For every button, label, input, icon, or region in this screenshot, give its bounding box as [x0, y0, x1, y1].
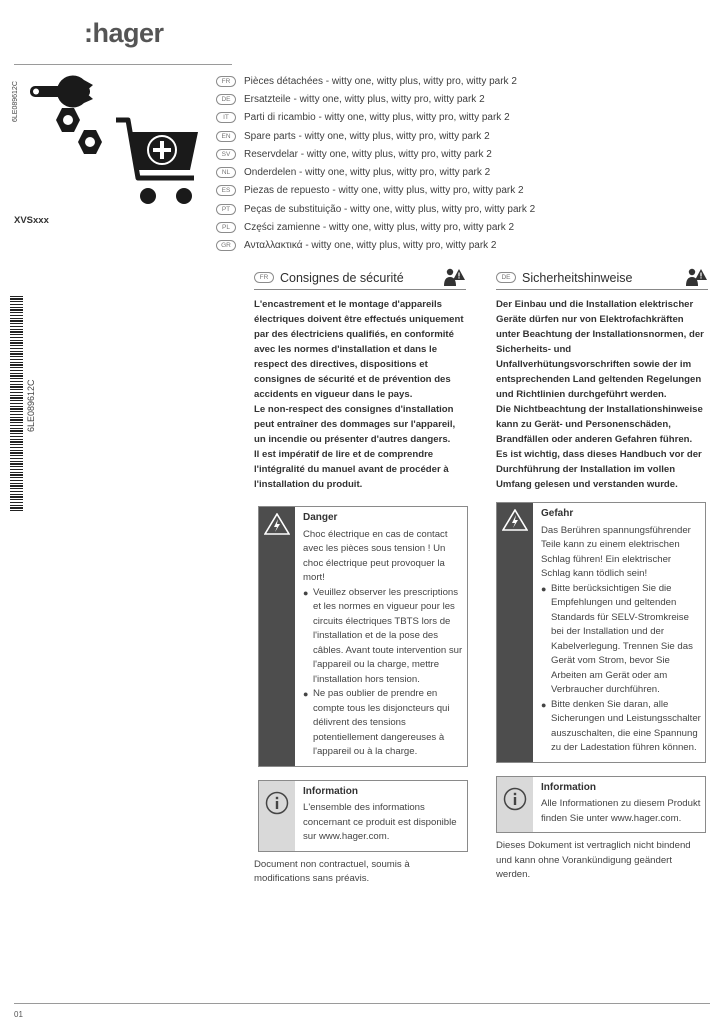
intro-paragraph: Es ist wichtig, dass dieses Handbuch vor der Durchführung der Installation im vollen Umfang gelesen und verstanden wurde. — [496, 449, 702, 490]
information-title: Information — [541, 781, 596, 793]
title-text: Reservdelar - witty one, witty plus, witty pro, witty park 2 — [244, 148, 492, 160]
wrench-icon — [30, 76, 93, 108]
danger-bullet — [303, 687, 463, 760]
bullet-text: Veuillez observer les prescriptions et les normes en vigueur pour les circuits électriques TBTS lors de l'installation et de la pose des câbles. Avant toute intervention sur l'appareil ou la charge, mettre l'installation hors tension. — [313, 586, 463, 685]
title-text: Części zamienne - witty one, witty plus, witty pro, witty park 2 — [244, 222, 515, 234]
information-box — [258, 780, 468, 852]
installer-warning-icon — [684, 266, 708, 288]
language-badge: ES — [216, 185, 236, 196]
danger-box — [496, 502, 706, 763]
language-badge: PT — [216, 204, 236, 215]
intro-paragraph: Il est impératif de lire et de comprendre l'intégralité du manuel avant de procéder à l'installation du produit. — [254, 449, 449, 490]
document-code-barcode: 6LE089612C — [26, 379, 36, 432]
shopping-cart-plus-icon — [116, 120, 198, 204]
intro-paragraph: L'encastrement et le montage d'appareils électriques doivent être effectués uniquement par des électriciens qualifiés, en conformité avec les normes d'installation et dans le respect des directives, dispositions et consignes de sécurité et de prévention des accidents en vigueur dans le pays. — [254, 299, 464, 400]
information-content — [533, 777, 705, 833]
title-row — [216, 163, 576, 181]
top-divider — [14, 64, 232, 65]
intro-paragraph: Le non-respect des consignes d'installation peut entraîner des dommages sur l'appareil, un incendie ou présenter d'autres dangers. — [254, 404, 456, 445]
title-row — [216, 145, 576, 163]
danger-box — [258, 506, 468, 767]
information-text: Alle Informationen zu diesem Produkt finden Sie unter www.hager.com. — [541, 798, 701, 824]
title-row — [216, 72, 576, 90]
language-badge: EN — [216, 131, 236, 142]
danger-bullet — [541, 582, 701, 698]
section-title: Sicherheitshinweise — [522, 270, 633, 285]
installer-warning-icon — [442, 266, 466, 288]
language-badge: FR — [254, 272, 274, 283]
title-row — [216, 90, 576, 108]
section-header — [496, 266, 708, 290]
title-row — [216, 127, 576, 145]
title-text: Piezas de repuesto - witty one, witty plus, witty pro, witty park 2 — [244, 185, 524, 197]
disclaimer: Document non contractuel, soumis à modifications sans préavis. — [254, 858, 410, 884]
language-badge: SV — [216, 149, 236, 160]
info-icon — [503, 787, 527, 811]
danger-sidebar — [259, 507, 295, 766]
disclaimer: Dieses Dokument ist vertraglich nicht bindend und kann ohne Vorankündigung geändert werden. — [496, 840, 691, 880]
information-title: Information — [303, 785, 358, 797]
danger-content — [533, 503, 705, 762]
language-badge: DE — [216, 94, 236, 105]
safety-column-fr — [254, 266, 466, 887]
spare-parts-illustration — [26, 70, 206, 215]
safety-column-de — [496, 266, 708, 883]
title-text: Parti di ricambio - witty one, witty plus, witty pro, witty park 2 — [244, 112, 510, 124]
danger-sidebar — [497, 503, 533, 762]
title-row — [216, 182, 576, 200]
language-titles — [216, 72, 576, 255]
electric-hazard-icon — [502, 509, 528, 531]
danger-title: Danger — [303, 512, 338, 523]
document-code-vertical: 6LE089612C — [12, 81, 19, 122]
bottom-divider — [14, 1003, 710, 1004]
language-badge: NL — [216, 167, 236, 178]
title-text: Peças de substituição - witty one, witty plus, witty pro, witty park 2 — [244, 203, 536, 215]
title-text: Ersatzteile - witty one, witty plus, witty pro, witty park 2 — [244, 93, 485, 105]
bullet-text: Ne pas oublier de prendre en compte tous les disjoncteurs qui délivrent des tensions potentiellement dangereuses à l'appareil ou à la charge. — [313, 688, 450, 757]
language-badge: IT — [216, 112, 236, 123]
danger-text: Das Berühren spannungsführender Teile kann zu einem elektrischen Schlag führen! Ein elektrischer Schlag kann tödlich sein! — [541, 524, 691, 579]
intro-paragraph: Der Einbau und die Installation elektrischer Geräte dürfen nur von Elektrofachkräften unter Beachtung der Installationsnormen, der Sicherheits- und Unfallverhütungsvorschriften sowie der im entsprechenden Land geltenden Regelungen und Richtlinien durchgeführt werden. — [496, 299, 704, 400]
electric-hazard-icon — [264, 513, 290, 535]
bullet-icon: ● — [541, 583, 547, 594]
language-badge: DE — [496, 272, 516, 283]
information-sidebar — [259, 781, 295, 851]
bullet-text: Bitte berücksichtigen Sie die Empfehlungen und geltenden Standards für SELV-Stromkreise bei der Installation und der Kabelverlegung. Trennen Sie das Gerät vom Strom, bevor Sie Arbeiten am Gerät oder am Verbraucher durchführen. — [551, 582, 693, 695]
page-number: 01 — [14, 1010, 23, 1019]
info-icon — [265, 791, 289, 815]
safety-intro — [254, 297, 466, 492]
title-row — [216, 200, 576, 218]
title-text: Spare parts - witty one, witty plus, witty pro, witty park 2 — [244, 130, 490, 142]
danger-content — [295, 507, 467, 766]
barcode — [10, 296, 23, 512]
bullet-icon: ● — [541, 699, 547, 710]
hager-logo: :hager — [84, 18, 164, 48]
information-content — [295, 781, 467, 851]
title-text: Ανταλλακτικά - witty one, witty plus, witty pro, witty park 2 — [244, 240, 497, 252]
information-box — [496, 776, 706, 834]
bullet-icon: ● — [303, 689, 309, 699]
information-sidebar — [497, 777, 533, 833]
gear-icon — [56, 108, 102, 154]
title-row — [216, 109, 576, 127]
information-text: L'ensemble des informations concernant ce produit est disponible sur www.hager.com. — [303, 802, 457, 842]
danger-text: Choc électrique en cas de contact avec les pièces sous tension ! Un choc électrique peut provoquer la mort! — [303, 528, 448, 583]
title-row — [216, 218, 576, 236]
danger-title: Gefahr — [541, 508, 574, 519]
language-badge: FR — [216, 76, 236, 87]
bullet-text: Bitte denken Sie daran, alle Sicherungen und Leistungsschalter auszuschalten, die eine Spannung zu der Ladestation führen können. — [551, 698, 701, 753]
product-reference: XVSxxx — [14, 215, 49, 226]
language-badge: PL — [216, 222, 236, 233]
danger-bullet — [541, 698, 701, 756]
section-title: Consignes de sécurité — [280, 270, 404, 285]
bullet-icon: ● — [303, 587, 309, 598]
title-text: Onderdelen - witty one, witty plus, witty pro, witty park 2 — [244, 167, 491, 179]
danger-bullet — [303, 586, 463, 688]
title-row — [216, 237, 576, 255]
safety-intro — [496, 297, 708, 492]
section-header — [254, 266, 466, 290]
language-badge: GR — [216, 240, 236, 251]
title-text: Pièces détachées - witty one, witty plus, witty pro, witty park 2 — [244, 75, 517, 87]
intro-paragraph: Die Nichtbeachtung der Installationshinweise kann zu Gerät- und Personenschäden, Brandfällen oder anderen Gefahren führen. — [496, 404, 703, 445]
